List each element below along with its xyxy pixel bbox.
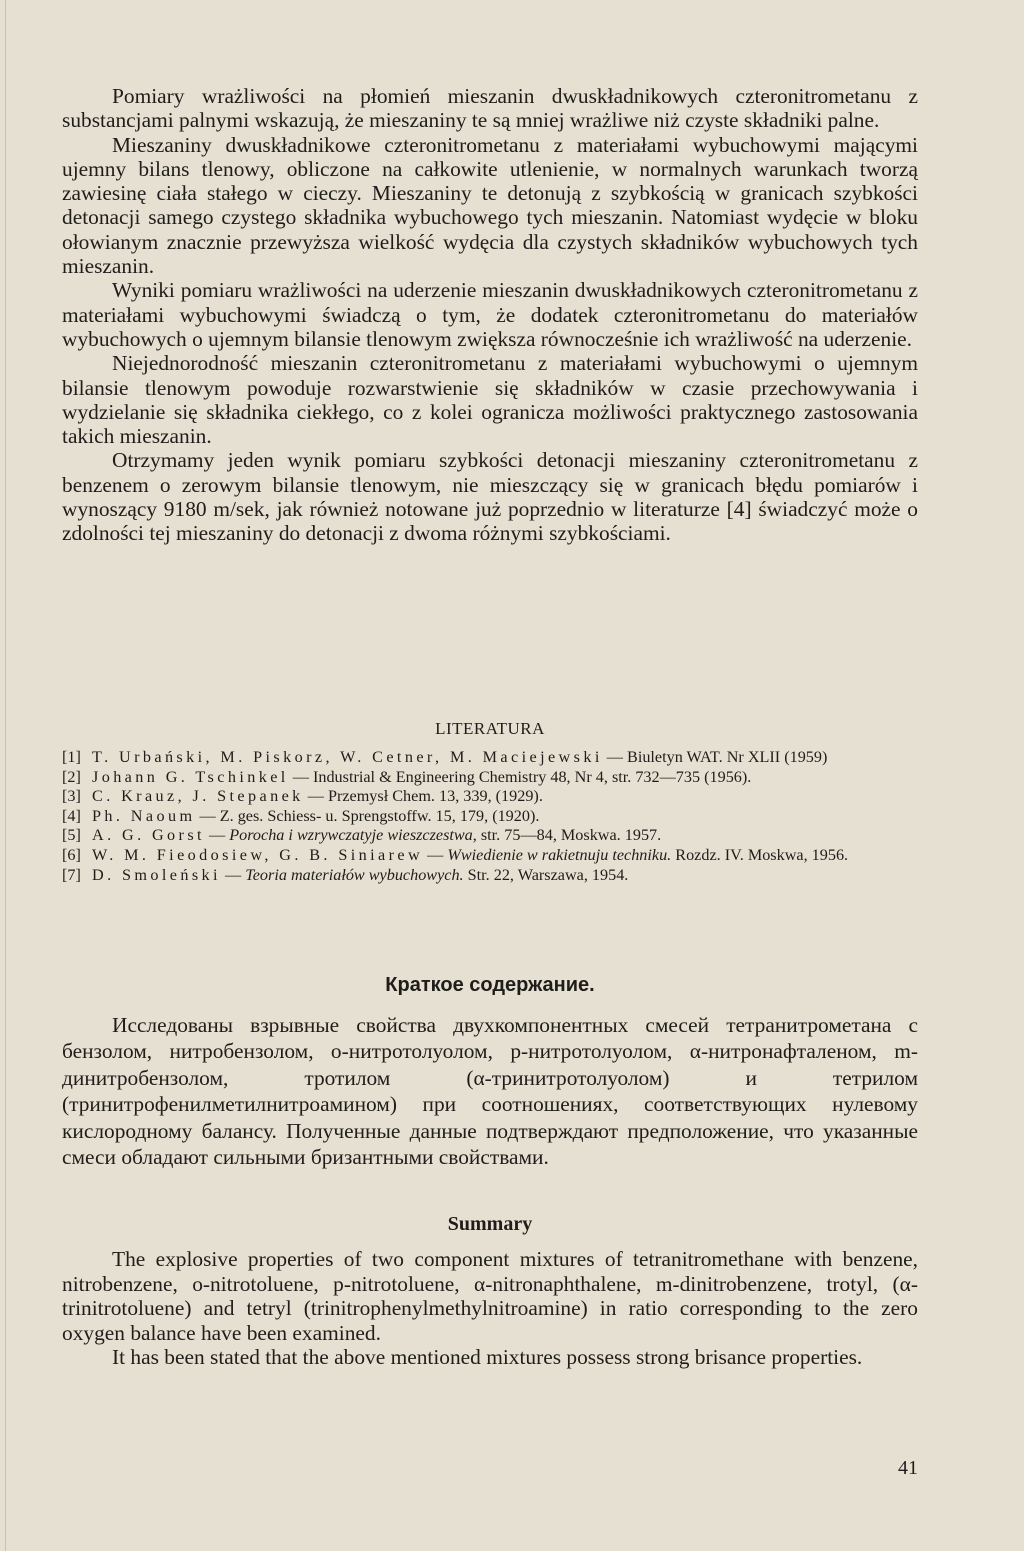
english-summary-paragraph-2: It has been stated that the above mentioned mixtures possess strong brisance properties. (112, 1345, 863, 1370)
reference-item (62, 866, 918, 886)
paragraph-2: Mieszaniny dwuskładnikowe czteronitrometanu z materiałami wybuchowymi mającymi ujemny bilans tlenowy, obliczone na całkowite utlenienie, w normalnych warunkach tworzą zawiesinę ciała stałego w cieczy. Mieszaniny te detonują z szybkością w granicach szybkości detonacji samego czystego składnika wybuchowego tych mieszanin. Natomiast wydęcie w bloku ołowianym znacznie przewyższa wielkość wydęcia dla czystych składników wybuchowych tych mieszanin. (62, 132, 918, 279)
reference-item (62, 748, 918, 768)
english-summary-heading: Summary (447, 1213, 533, 1235)
paragraph-4: Niejednorodność mieszanin czteronitrometanu z materiałami wybuchowymi o ujemnym bilansie tlenowym powoduje rozwarstwienie się składników w czasie przechowywania i wydzielanie się składnika ciekłego, co z kolei ogranicza możliwości praktycznego zastosowania takich mieszanin. (62, 351, 918, 449)
reference-item (62, 768, 918, 788)
reference-item (62, 846, 918, 866)
paragraph-5: Otrzymamy jeden wynik pomiaru szybkości detonacji mieszaniny czteronitrometanu z benzenem o zerowym bilansie tlenowym, nie mieszczący się w granicach błędu pomiarów i wynoszący 9180 m/sek, jak również notowane już poprzednio w literaturze [4] świadczyć może o zdolności tej mieszaniny do detonacji z dwoma różnymi szybkościami. (62, 448, 918, 546)
reference-number: [1] (62, 748, 81, 766)
reference-authors: T. Urbański, M. Piskorz, W. Cetner, M. Maciejewski (92, 748, 603, 766)
english-summary-paragraph-1: The explosive properties of two component mixtures of tetranitromethane with benzene, nitrobenzene, o-nitrotoluene, p-nitrotoluene, α-nitronaphthalene, m-dinitrobenzene, trotyl, (α-trinitrotoluene) and tetryl (trinitrophenylmethylnitroamine) in ratio corresponding to the zero oxygen balance have been examined. (62, 1247, 918, 1345)
reference-title: Porocha i wzrywczatyje wieszczestwa (229, 826, 473, 845)
reference-number: [7] (62, 865, 81, 884)
russian-summary-paragraph: Исследованы взрывные свойства двухкомпонентных смесей тетранитрометана с бензолом, нитробензолом, о-нитротолуолом, р-нитротолуолом, α-нитронафталеном, m-динитробензолом, тротилом (α-тринитротолуолом) и тетрилом (тринитрофенилметилнитроамином) при соотношениях, соответствующих нулевому кислородному балансу. Полученные данные подтверждают предположение, что указанные смеси обладают сильными бризантными свойствами. (62, 1013, 918, 1170)
literature-heading: LITERATURA (435, 719, 545, 738)
reference-number: [4] (62, 806, 81, 825)
reference-number: [5] (62, 826, 81, 845)
reference-dash: — (220, 865, 246, 884)
paragraph-1: Pomiary wrażliwości na płomień mieszanin dwuskładnikowych czteronitrometanu z substancjami palnymi wskazują, że mieszaniny te są mniej wrażliwe niż czyste składniki palne. (62, 84, 918, 133)
reference-title: Wwiedienie w rakietnuju techniku. (447, 845, 672, 864)
page-edge-line (5, 0, 6, 1551)
reference-number: [2] (62, 767, 81, 786)
reference-details: — Industrial & Engineering Chemistry 48, Nr 4, str. 732—735 (1956). (288, 767, 752, 786)
reference-authors: W. M. Fieodosiew, G. B. Siniarew (92, 845, 424, 864)
reference-details: , str. 75—84, Moskwa. 1957. (472, 826, 662, 845)
reference-number: [3] (62, 787, 81, 806)
reference-title: Teoria materiałów wybuchowych. (245, 865, 464, 884)
reference-authors: D. Smoleński (92, 865, 221, 884)
reference-authors: A. G. Gorst (92, 826, 205, 845)
reference-details: — Z. ges. Schiess- u. Sprengstoffw. 15, 179, (1920). (195, 806, 540, 825)
reference-authors: Ph. Naoum (92, 806, 196, 825)
reference-details: Rozdz. IV. Moskwa, 1956. (671, 845, 849, 864)
page-number: 41 (898, 1457, 918, 1479)
reference-details: — Biuletyn WAT. Nr XLII (1959) (602, 748, 828, 766)
reference-item (62, 807, 918, 827)
reference-authors: Johann G. Tschinkel (92, 767, 289, 786)
paragraph-3: Wyniki pomiaru wrażliwości na uderzenie mieszanin dwuskładnikowych czteronitrometanu z materiałami wybuchowymi świadczą o tym, że dodatek czteronitrometanu do materiałów wybuchowych o ujemnym bilansie tlenowym zwiększa równocześnie ich wrażliwość na uderzenie. (62, 278, 918, 351)
russian-summary (62, 1012, 918, 1170)
reference-item (62, 826, 918, 846)
reference-number: [6] (62, 845, 81, 864)
reference-details: — Przemysł Chem. 13, 339, (1929). (303, 787, 543, 806)
body-text (62, 84, 918, 546)
english-summary (62, 1247, 918, 1370)
reference-item (62, 787, 918, 807)
reference-authors: C. Krauz, J. Stepanek (92, 787, 304, 806)
reference-dash: — (423, 845, 448, 864)
reference-list (62, 748, 918, 885)
reference-details: Str. 22, Warszawa, 1954. (463, 865, 629, 884)
reference-dash: — (204, 826, 230, 845)
russian-summary-heading: Краткое содержание. (385, 974, 595, 996)
